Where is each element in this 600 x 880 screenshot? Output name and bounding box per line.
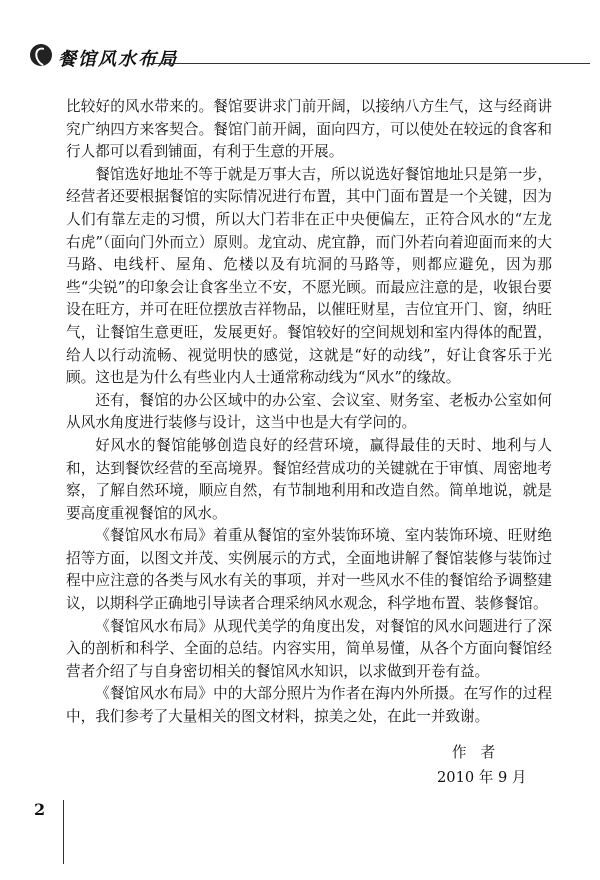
paragraph-1: 比较好的风水带来的。餐馆要讲求门前开阔，以接纳八方生气，这与经商讲究广纳四方来客契合。餐馆门前开阔，面向四方，可以使处在较远的食客和行人都可以看到铺面，有利于生意的开展。 xyxy=(66,98,552,161)
header-rule xyxy=(150,63,590,64)
paragraph-7: 《餐馆风水布局》中的大部分照片为作者在海内外所摄。在写作的过程中，我们参考了大量相关的图文材料，掠美之处，在此一并致谢。 xyxy=(66,685,552,726)
paragraph-2: 餐馆选好地址不等于就是万事大吉，所以说选好餐馆地址只是第一步，经营者还要根据餐馆的实际情况进行布置，其中门面布置是一个关键，因为人们有靠左走的习惯，所以大门若非在正中央便偏左，正符合风水的“左龙右虎”（面向门外而立）原则。龙宜动、虎宜静，而门外若向着迎面而来的大马路、电线杆、屋角、危楼以及有坑洞的马路等，则都应避免，因为那些“尖锐”的印象会让食客坐立不安，不愿光顾。而最应注意的是，收银台要设在旺方，并可在旺位摆放吉祥物品，以催旺财星，吉位宜开门、窗，纳旺气，让餐馆生意更旺，发展更好。餐馆较好的空间规划和室内得体的配置，给人以行动流畅、视觉明快的感觉，这就是“好的动线”，好让食客乐于光顾。这也是为什么有些业内人士通常称动线为“风水”的缘故。 xyxy=(66,165,552,387)
header-title: 餐馆风水布局 xyxy=(58,49,178,70)
author-signature: 作者 xyxy=(452,744,510,761)
book-logo-icon xyxy=(30,44,52,66)
paragraph-3: 还有，餐馆的办公区域中的办公室、会议室、财务室、老板办公室如何从风水角度进行装修与设计，这当中也是大有学问的。 xyxy=(66,391,552,432)
running-header xyxy=(30,36,590,76)
signature-date: 2010 年 9 月 xyxy=(437,769,527,786)
paragraph-6: 《餐馆风水布局》从现代美学的角度出发，对餐馆的风水问题进行了深入的剖析和科学、全面的总结。内容实用，简单易懂，从各个方面向餐馆经营者介绍了与自身密切相关的餐馆风水知识，以求做到开卷有益。 xyxy=(66,617,552,680)
paragraph-5: 《餐馆风水布局》着重从餐馆的室外装饰环境、室内装饰环境、旺财绝招等方面，以图文并茂、实例展示的方式，全面地讲解了餐馆装修与装饰过程中应注意的各类与风水有关的事项，并对一些风水不佳的餐馆给予调整建议，以期科学正确地引导读者合理采纳风水观念，科学地布置、装修餐馆。 xyxy=(66,527,552,613)
paragraph-4: 好风水的餐馆能够创造良好的经营环境，赢得最佳的天时、地利与人和，达到餐饮经营的至高境界。餐馆经营成功的关键就在于审慎、周密地考察，了解自然环境，顺应自然，有节制地利用和改造自然。简单地说，就是要高度重视餐馆的风水。 xyxy=(66,436,552,522)
margin-rule xyxy=(63,800,64,864)
body-text xyxy=(66,96,552,729)
page-number: 2 xyxy=(34,800,46,819)
